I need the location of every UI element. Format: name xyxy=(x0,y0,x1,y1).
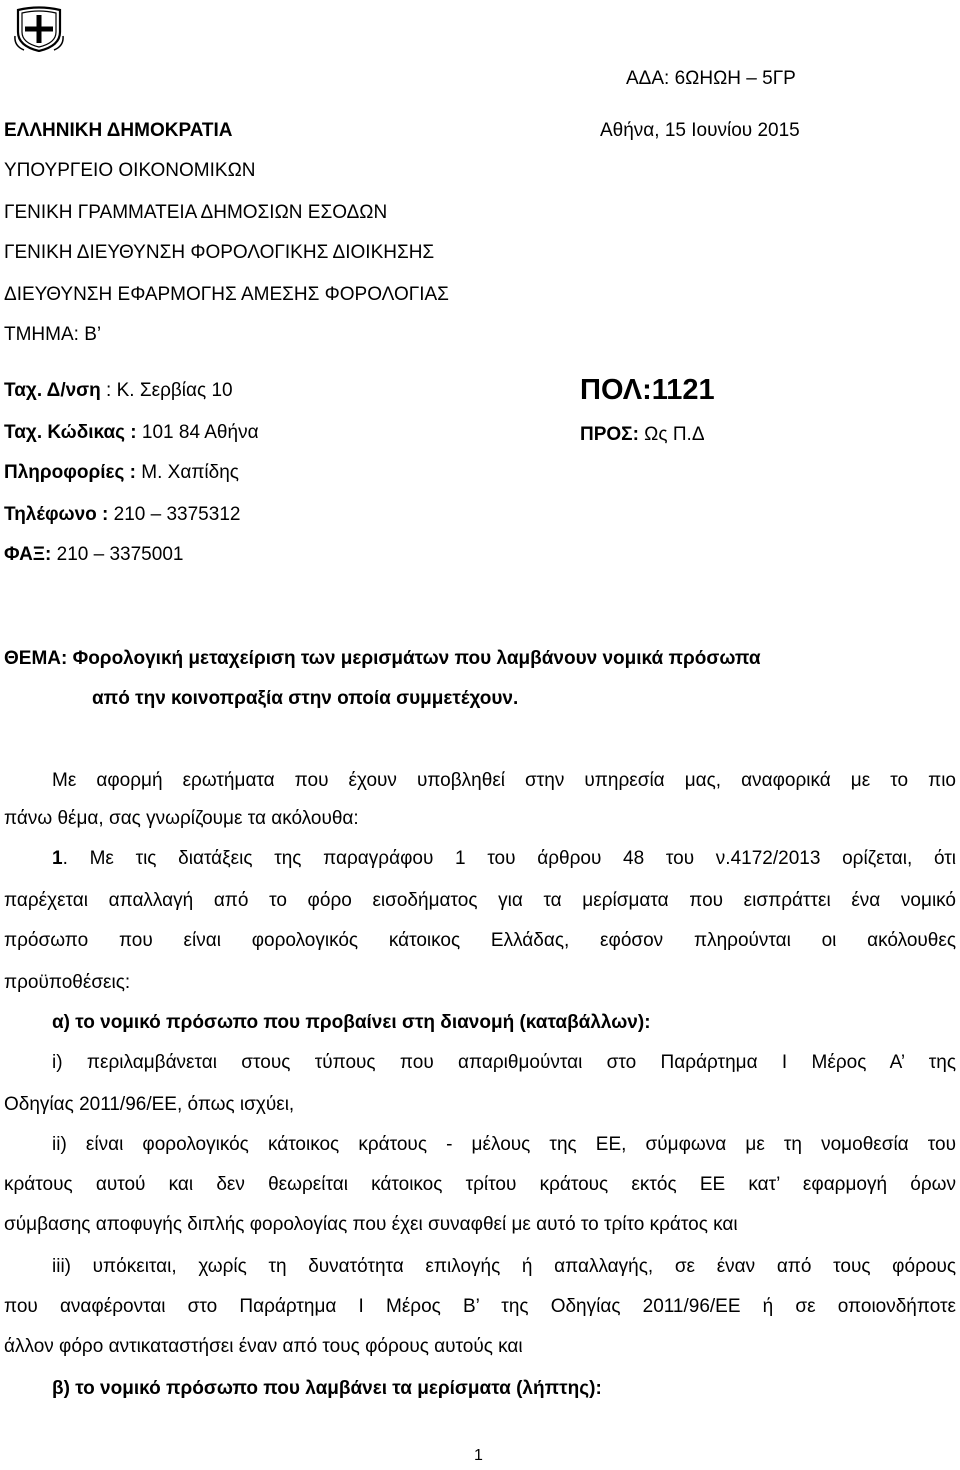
fax-row xyxy=(4,544,183,566)
greek-emblem-icon xyxy=(14,6,64,52)
condition-ii-line-1: ii) είναι φορολογικός κάτοικος κράτους - μέλους της ΕΕ, σύμφωνα με τη νομοθεσία του xyxy=(52,1134,956,1155)
condition-i-line-2: Οδηγίας 2011/96/ΕΕ, όπως ισχύει, xyxy=(4,1094,295,1115)
org-line-ministry: ΥΠΟΥΡΓΕΙΟ ΟΙΚΟΝΟΜΙΚΩΝ xyxy=(4,160,256,181)
fax-label: ΦΑΞ: xyxy=(4,544,52,565)
fax-value: 210 – 3375001 xyxy=(51,544,184,565)
subject-line-1 xyxy=(4,648,761,670)
paragraph-1-line-2: παρέχεται απαλλαγή από το φόρο εισοδήματος για τα μερίσματα που εισπράττει ένα νομικό xyxy=(4,890,956,911)
info-value: Μ. Χαπίδης xyxy=(136,462,239,483)
org-line-department: ΤΜΗΜΑ: Β’ xyxy=(4,324,102,345)
subject-line-2: από την κοινοπραξία στην οποία συμμετέχουν. xyxy=(92,688,519,709)
subject-text-1: Φορολογική μεταχείριση των μερισμάτων που λαμβάνουν νομικά πρόσωπα xyxy=(67,648,761,669)
org-line-secretariat: ΓΕΝΙΚΗ ΓΡΑΜΜΑΤΕΙΑ ΔΗΜΟΣΙΩΝ ΕΣΟΔΩΝ xyxy=(4,202,388,223)
recipient-label: ΠΡΟΣ: xyxy=(580,424,639,445)
org-line-directorate-general: ΓΕΝΙΚΗ ΔΙΕΥΘΥΝΣΗ ΦΟΡΟΛΟΓΙΚΗΣ ΔΙΟΙΚΗΣΗΣ xyxy=(4,242,435,263)
condition-iii-line-1: iii) υπόκειται, χωρίς τη δυνατότητα επιλογής ή απαλλαγής, σε έναν από τους φόρους xyxy=(52,1256,956,1277)
paragraph-1-text-1: . Με τις διατάξεις της παραγράφου 1 του άρθρου 48 του ν.4172/2013 ορίζεται, ότι xyxy=(62,848,956,869)
address-label: Ταχ. Δ/νση xyxy=(4,380,101,401)
org-line-directorate: ΔΙΕΥΘΥΝΣΗ ΕΦΑΡΜΟΓΗΣ ΑΜΕΣΗΣ ΦΟΡΟΛΟΓΙΑΣ xyxy=(4,284,449,305)
condition-a-heading: α) το νομικό πρόσωπο που προβαίνει στη διανομή (καταβάλλων): xyxy=(52,1012,651,1033)
address-row xyxy=(4,380,233,402)
place-date: Αθήνα, 15 Ιουνίου 2015 xyxy=(600,120,800,141)
condition-ii-line-2: κράτους αυτού και δεν θεωρείται κάτοικος τρίτου κράτους εκτός ΕΕ κατ’ εφαρμογή όρων xyxy=(4,1174,956,1195)
page-number: 1 xyxy=(474,1447,483,1464)
condition-b-heading: β) το νομικό πρόσωπο που λαμβάνει τα μερίσματα (λήπτης): xyxy=(52,1378,602,1399)
ada-code: ΑΔΑ: 6ΩΗΩΗ – 5ΓΡ xyxy=(626,68,796,89)
phone-value: 210 – 3375312 xyxy=(108,504,241,525)
paragraph-1-number: 1 xyxy=(52,848,63,869)
condition-i-line-1: i) περιλαμβάνεται στους τύπους που απαριθμούνται στο Παράρτημα Ι Μέρος Α’ της xyxy=(52,1052,956,1073)
pol-number: ΠΟΛ:1121 xyxy=(580,374,715,406)
address-value: : Κ. Σερβίας 10 xyxy=(100,380,233,401)
paragraph-1-line-1 xyxy=(52,848,956,870)
phone-row xyxy=(4,504,240,526)
condition-iii-line-3: άλλον φόρο αντικαταστήσει έναν από τους φόρους αυτούς και xyxy=(4,1336,523,1357)
intro-line-2: πάνω θέμα, σας γνωρίζουμε τα ακόλουθα: xyxy=(4,808,359,829)
postal-label: Ταχ. Κώδικας : xyxy=(4,422,137,443)
subject-label: ΘΕΜΑ: xyxy=(4,648,68,669)
recipient-row xyxy=(580,424,705,446)
paragraph-1-line-3: πρόσωπο που είναι φορολογικός κάτοικος Ελλάδας, εφόσον πληρούνται οι ακόλουθες xyxy=(4,930,956,951)
info-label: Πληροφορίες : xyxy=(4,462,136,483)
phone-label: Τηλέφωνο : xyxy=(4,504,109,525)
intro-line-1: Με αφορμή ερωτήματα που έχουν υποβληθεί στην υπηρεσία μας, αναφορικά με το πιο xyxy=(52,770,956,791)
paragraph-1-line-4: προϋποθέσεις: xyxy=(4,972,131,993)
condition-iii-line-2: που αναφέρονται στο Παράρτημα Ι Μέρος Β’ της Οδηγίας 2011/96/ΕΕ ή σε οποιονδήποτε xyxy=(4,1296,956,1317)
info-row xyxy=(4,462,239,484)
recipient-value: Ως Π.Δ xyxy=(638,424,705,445)
postal-row xyxy=(4,422,259,444)
condition-ii-line-3: σύμβασης αποφυγής διπλής φορολογίας που έχει συναφθεί με αυτό το τρίτο κράτος και xyxy=(4,1214,738,1235)
org-line-republic: ΕΛΛΗΝΙΚΗ ΔΗΜΟΚΡΑΤΙΑ xyxy=(4,120,233,141)
postal-value: 101 84 Αθήνα xyxy=(136,422,259,443)
